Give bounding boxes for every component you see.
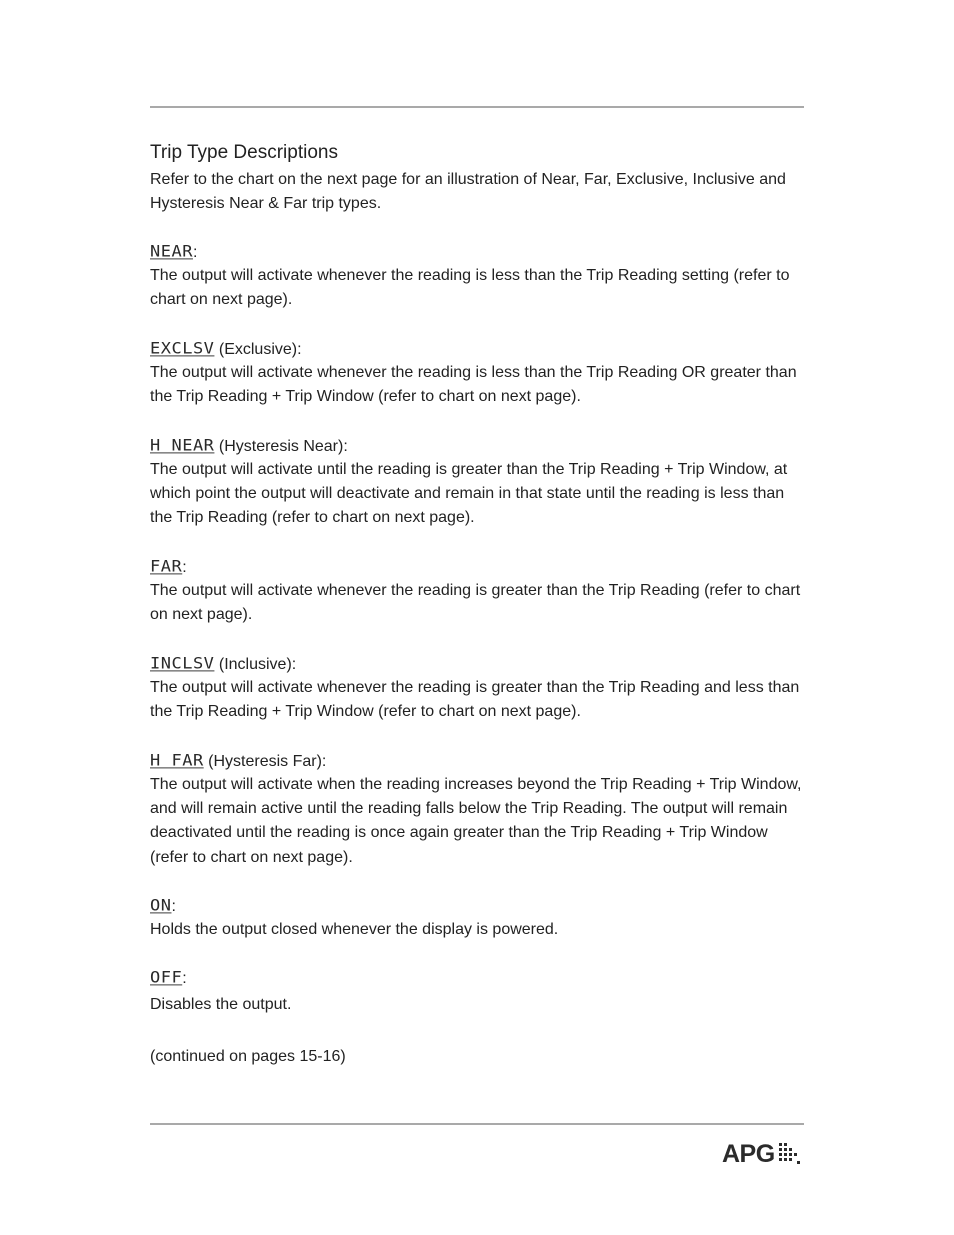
trip-label-suffix: (Hysteresis Far): [203, 753, 327, 770]
trip-description: The output will activate when the reading increases beyond the Trip Reading + Trip Window, and will remain active until the reading falls below the Trip Reading. The output will remain deactivated until the reading is once again greater than the Trip Reading + Trip Window (refer to chart on next page). [150, 776, 802, 866]
trip-type-inclusive [150, 652, 810, 724]
trip-description: Disables the output. [150, 996, 292, 1013]
trip-code: ON [150, 896, 172, 916]
trip-label-suffix: : [171, 898, 176, 915]
trip-code: OFF [150, 968, 183, 988]
trip-description: The output will activate until the reading is greater than the Trip Reading + Trip Window, at which point the output will deactivate and remain in that state until the reading is less than the Trip Reading (refer to chart on next page). [150, 461, 788, 527]
trip-type-off [150, 966, 810, 1017]
continued-note: (continued on pages 15-16) [150, 1048, 346, 1065]
footer-rule [150, 1123, 804, 1125]
apg-logo [722, 1140, 801, 1168]
trip-code: NEAR [150, 242, 193, 262]
trip-label-suffix: (Exclusive): [214, 341, 302, 358]
trip-label-suffix: (Inclusive): [214, 656, 297, 673]
trip-label-suffix: : [182, 559, 187, 576]
trip-description: The output will activate whenever the reading is less than the Trip Reading OR greater than the Trip Reading + Trip Window (refer to chart on next page). [150, 364, 797, 406]
header-rule [150, 106, 804, 108]
intro-paragraph: Refer to the chart on the next page for an illustration of Near, Far, Exclusive, Inclusive and Hysteresis Near & Far trip types. [150, 171, 786, 213]
trip-type-hysteresis-near [150, 434, 810, 531]
trip-description: The output will activate whenever the reading is greater than the Trip Reading (refer to chart on next page). [150, 582, 801, 624]
logo-grid-icon [777, 1143, 801, 1165]
trip-code: INCLSV [150, 654, 215, 674]
trip-code: H FAR [150, 751, 204, 771]
trip-type-hysteresis-far [150, 749, 810, 870]
trip-type-exclusive [150, 337, 810, 409]
trip-description: Holds the output closed whenever the display is powered. [150, 921, 559, 938]
trip-description: The output will activate whenever the reading is less than the Trip Reading setting (refer to chart on next page). [150, 267, 790, 309]
trip-label-suffix: : [182, 970, 187, 987]
trip-type-far [150, 555, 810, 627]
trip-type-on [150, 894, 810, 942]
trip-label-suffix: : [192, 244, 198, 261]
trip-code: EXCLSV [150, 339, 215, 359]
trip-code: FAR [150, 557, 183, 577]
section-heading: Trip Type Descriptions [150, 142, 338, 163]
trip-type-near [150, 240, 810, 312]
trip-code: H NEAR [150, 436, 215, 456]
logo-wordmark: APG [722, 1140, 775, 1168]
trip-label-suffix: (Hysteresis Near): [214, 438, 348, 455]
trip-description: The output will activate whenever the reading is greater than the Trip Reading and less than the Trip Reading + Trip Window (refer to chart on next page). [150, 679, 800, 721]
